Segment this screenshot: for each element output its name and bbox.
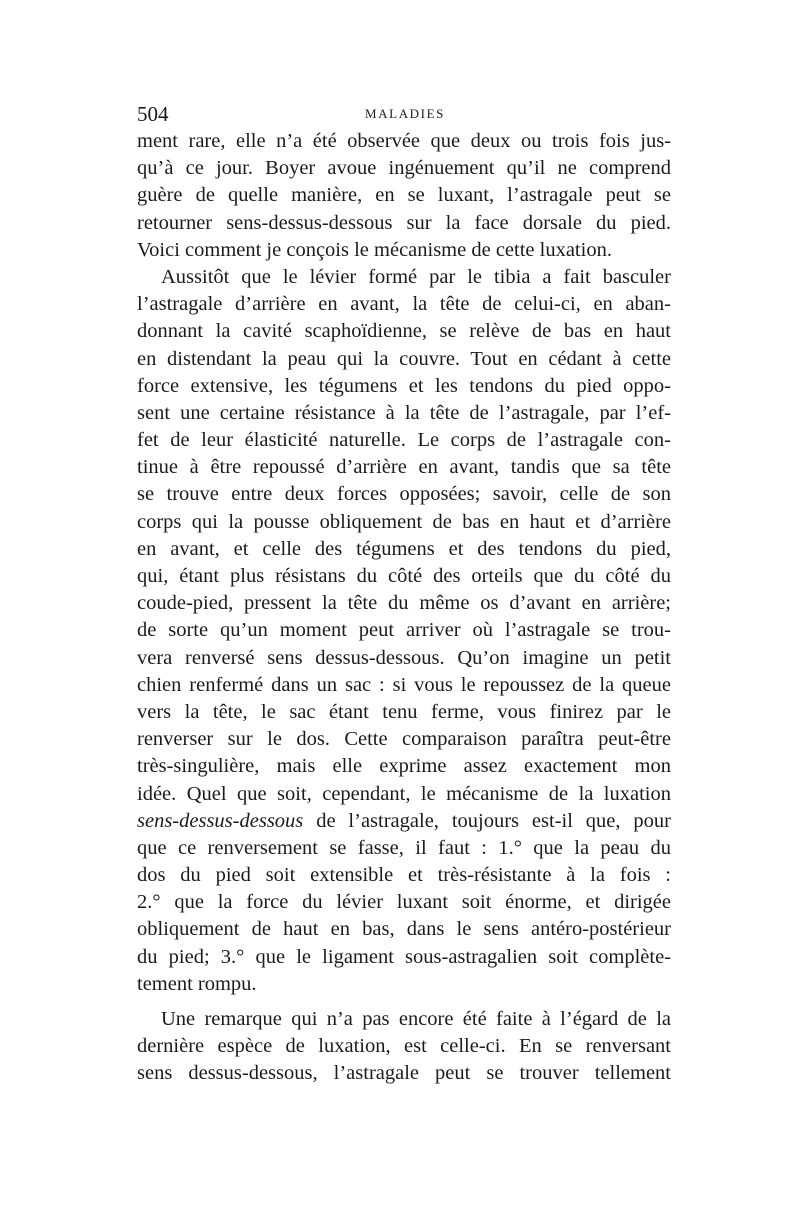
text-line: tinue à être repoussé d’arrière en avant, tandis que sa tête bbox=[137, 456, 671, 479]
text-line-with-italic bbox=[137, 808, 671, 835]
text-line: coude-pied, pressent la tête du même os d’avant en arrière; bbox=[137, 592, 671, 615]
italic-phrase: sens-dessus-dessous bbox=[137, 809, 304, 832]
text-line: force extensive, les tégumens et les tendons du pied oppo- bbox=[137, 374, 671, 397]
text-line-remainder: de l’astragale, toujours est-il que, pour bbox=[316, 809, 672, 832]
paragraph-start-line: Aussitôt que le lévier formé par le tibia a fait basculer bbox=[161, 265, 671, 288]
text-line: se trouve entre deux forces opposées; savoir, celle de son bbox=[137, 483, 671, 506]
text-line: vers la tête, le sac étant tenu ferme, vous finirez par le bbox=[137, 700, 671, 723]
text-line: chien renfermé dans un sac : si vous le repoussez de la queue bbox=[137, 673, 671, 696]
body-text bbox=[137, 128, 671, 1088]
text-line: fet de leur élasticité naturelle. Le corps de l’astragale con- bbox=[137, 429, 671, 452]
text-line: 2.° que la force du lévier luxant soit énorme, et dirigée bbox=[137, 891, 671, 914]
text-line: vera renversé sens dessus-dessous. Qu’on imagine un petit bbox=[137, 646, 671, 669]
page-number: 504 bbox=[137, 102, 169, 126]
text-line: sent une certaine résistance à la tête de l’astragale, par l’ef- bbox=[137, 401, 671, 424]
text-line: idée. Quel que soit, cependant, le mécanisme de la luxation bbox=[137, 782, 671, 805]
running-title: MALADIES bbox=[365, 106, 445, 121]
text-line: corps qui la pousse obliquement de bas en haut et d’arrière bbox=[137, 510, 671, 533]
text-line: en distendant la peau qui la couvre. Tout en cédant à cette bbox=[137, 347, 671, 370]
text-line: que ce renversement se fasse, il faut : 1.° que la peau du bbox=[137, 836, 671, 859]
text-line: très-singulière, mais elle exprime assez exactement mon bbox=[137, 755, 671, 778]
text-line: l’astragale d’arrière en avant, la tête de celui-ci, en aban- bbox=[137, 293, 671, 316]
text-line: dernière espèce de luxation, est celle-ci. En se renversant bbox=[137, 1035, 671, 1058]
text-line: renverser sur le dos. Cette comparaison paraîtra peut-être bbox=[137, 728, 671, 751]
text-line: tement rompu. bbox=[137, 972, 257, 995]
text-line: sens dessus-dessous, l’astragale peut se trouver tellement bbox=[137, 1062, 671, 1085]
text-line: obliquement de haut en bas, dans le sens antéro-postérieur bbox=[137, 918, 671, 941]
text-line: qu’à ce jour. Boyer avoue ingénuement qu’il ne comprend bbox=[137, 157, 671, 180]
text-line: donnant la cavité scaphoïdienne, se relève de bas en haut bbox=[137, 320, 671, 343]
text-line: en avant, et celle des tégumens et des tendons du pied, bbox=[137, 537, 671, 560]
text-line: de sorte qu’un moment peut arriver où l’astragale se trou- bbox=[137, 619, 671, 642]
text-line: retourner sens-dessus-dessous sur la face dorsale du pied. bbox=[137, 211, 671, 234]
paragraph-start-line: Une remarque qui n’a pas encore été faite à l’égard de la bbox=[161, 1008, 671, 1030]
text-line: qui, étant plus résistans du côté des orteils que du côté du bbox=[137, 565, 671, 587]
text-line: guère de quelle manière, en se luxant, l’astragale peut se bbox=[137, 184, 671, 207]
text-line: Voici comment je conçois le mécanisme de cette luxation. bbox=[137, 238, 612, 261]
text-line: ment rare, elle n’a été observée que deux ou trois fois jus- bbox=[137, 130, 671, 152]
text-line: dos du pied soit extensible et très-résistante à la fois : bbox=[137, 864, 671, 887]
text-line: du pied; 3.° que le ligament sous-astragalien soit complète- bbox=[137, 945, 671, 968]
running-head bbox=[137, 100, 671, 128]
